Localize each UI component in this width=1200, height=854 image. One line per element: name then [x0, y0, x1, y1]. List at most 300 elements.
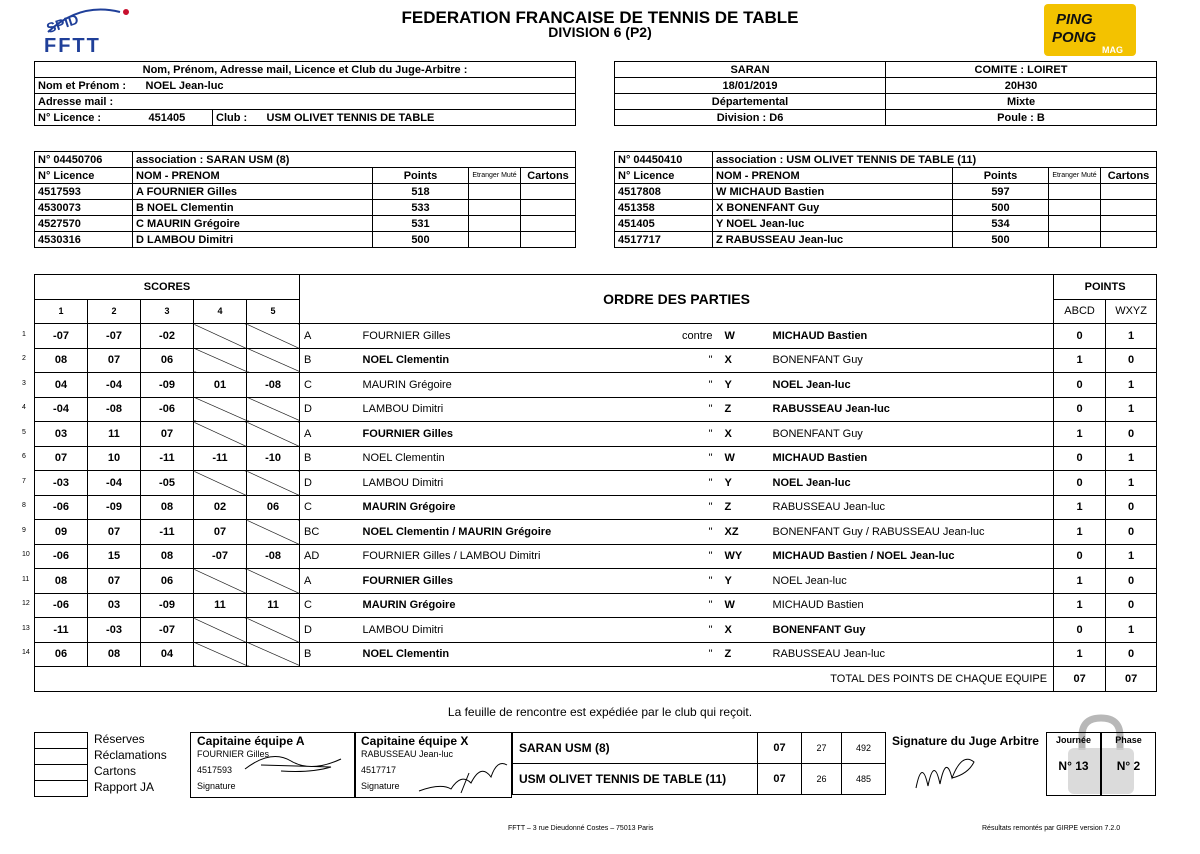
match-row	[35, 569, 1157, 594]
player-x-name: MICHAUD Bastien	[767, 593, 1054, 618]
set-score: 06	[247, 495, 300, 520]
set-score	[247, 569, 300, 594]
player-x-letter: Z	[717, 397, 767, 422]
points-wxyz: 1	[1106, 446, 1157, 471]
player-a-name: MAURIN Grégoire	[357, 373, 657, 398]
player-a-name: LAMBOU Dimitri	[357, 471, 657, 496]
captain-x-signature-label: Signature	[361, 781, 400, 791]
player-foreign	[1049, 232, 1101, 248]
set-score: -08	[247, 373, 300, 398]
player-x-letter: W	[717, 446, 767, 471]
player-cards	[1101, 200, 1157, 216]
judge-name: NOEL Jean-luc	[143, 78, 576, 94]
player-name: Y NOEL Jean-luc	[713, 216, 953, 232]
points-wxyz: 1	[1106, 373, 1157, 398]
player-a-letter: D	[300, 471, 357, 496]
player-licence: 451405	[615, 216, 713, 232]
points-wxyz: 0	[1106, 642, 1157, 667]
player-licence: 4530073	[35, 200, 133, 216]
checks-block	[34, 732, 184, 796]
player-foreign	[1049, 216, 1101, 232]
versus-mark: contre	[657, 324, 717, 349]
player-x-name: MICHAUD Bastien / NOEL Jean-luc	[767, 544, 1054, 569]
reserves-label: Réserves	[94, 732, 145, 746]
versus-mark: "	[657, 446, 717, 471]
captain-x-name: RABUSSEAU Jean-luc	[361, 749, 454, 759]
set-score	[194, 471, 247, 496]
col-wxyz: WXYZ	[1106, 299, 1157, 324]
player-points: 534	[953, 216, 1049, 232]
ping-pong-mag-logo	[1044, 4, 1136, 56]
captain-a-box	[190, 732, 356, 798]
team-x-col-points: Points	[953, 168, 1049, 184]
player-cards	[1101, 216, 1157, 232]
set-score: 07	[194, 520, 247, 545]
svg-text:SPID: SPID	[44, 10, 81, 37]
player-points: 597	[953, 184, 1049, 200]
player-licence: 451358	[615, 200, 713, 216]
player-points: 500	[953, 232, 1049, 248]
set-score	[194, 324, 247, 349]
claims-checkbox[interactable]	[34, 748, 88, 765]
set-number-5: 5	[247, 299, 300, 324]
match-row	[35, 373, 1157, 398]
player-row	[35, 200, 576, 216]
player-row	[35, 232, 576, 248]
match-number: 10	[22, 551, 30, 559]
judge-name-label: Nom et Prénom :	[35, 78, 143, 94]
set-score: 03	[88, 593, 141, 618]
set-score: 11	[247, 593, 300, 618]
result-a-sets: 27	[802, 733, 842, 764]
set-score	[247, 397, 300, 422]
cards-label: Cartons	[94, 764, 137, 778]
svg-text:PING: PING	[1056, 11, 1093, 28]
set-score: 11	[194, 593, 247, 618]
set-score: -09	[141, 593, 194, 618]
set-score	[194, 348, 247, 373]
points-abcd: 0	[1054, 446, 1106, 471]
player-licence: 4517808	[615, 184, 713, 200]
player-cards	[1101, 232, 1157, 248]
judge-club: USM OLIVET TENNIS DE TABLE	[253, 110, 576, 126]
set-score: -04	[35, 397, 88, 422]
player-a-letter: B	[300, 642, 357, 667]
player-row	[615, 200, 1157, 216]
set-score: 02	[194, 495, 247, 520]
captain-a-signature-icon	[241, 747, 351, 777]
player-a-letter: A	[300, 422, 357, 447]
player-points: 518	[373, 184, 469, 200]
player-a-letter: B	[300, 348, 357, 373]
fftt-address: FFTT – 3 rue Dieudonné Costes – 75013 Paris	[508, 825, 654, 832]
team-x-table	[614, 151, 1157, 248]
player-foreign	[469, 216, 521, 232]
player-a-name: NOEL Clementin	[357, 348, 657, 373]
match-number: 7	[22, 477, 26, 485]
versus-mark: "	[657, 544, 717, 569]
match-number: 3	[22, 379, 26, 387]
points-abcd: 1	[1054, 520, 1106, 545]
match-time: 20H30	[886, 78, 1157, 94]
match-number: 5	[22, 428, 26, 436]
player-a-name: NOEL Clementin	[357, 642, 657, 667]
set-score: -02	[141, 324, 194, 349]
software-note: Résultats remontés par GIRPE version 7.2.0	[982, 825, 1121, 832]
player-cards	[521, 200, 576, 216]
points-abcd: 0	[1054, 397, 1106, 422]
player-x-name: RABUSSEAU Jean-luc	[767, 642, 1054, 667]
match-number: 14	[22, 649, 30, 657]
set-score	[247, 348, 300, 373]
cards-checkbox[interactable]	[34, 764, 88, 781]
player-points: 531	[373, 216, 469, 232]
set-score: -04	[88, 471, 141, 496]
reserves-checkbox[interactable]	[34, 732, 88, 749]
svg-text:PONG: PONG	[1052, 29, 1097, 46]
set-score	[194, 642, 247, 667]
captain-x-box	[354, 732, 512, 798]
player-x-letter: W	[717, 593, 767, 618]
points-abcd: 1	[1054, 495, 1106, 520]
versus-mark: "	[657, 593, 717, 618]
col-abcd: ABCD	[1054, 299, 1106, 324]
points-wxyz: 1	[1106, 544, 1157, 569]
versus-mark: "	[657, 642, 717, 667]
match-row	[35, 618, 1157, 643]
set-score: -11	[141, 520, 194, 545]
captain-x-licence: 4517717	[361, 765, 397, 775]
set-score: -07	[141, 618, 194, 643]
player-x-letter: X	[717, 618, 767, 643]
result-team-a: SARAN USM (8)	[513, 733, 758, 764]
player-x-letter: XZ	[717, 520, 767, 545]
set-score	[247, 422, 300, 447]
player-x-letter: X	[717, 422, 767, 447]
set-score: -06	[35, 495, 88, 520]
set-score: 11	[88, 422, 141, 447]
team-a-col-points: Points	[373, 168, 469, 184]
points-abcd: 0	[1054, 324, 1106, 349]
sent-note: La feuille de rencontre est expédiée par le club qui reçoit.	[447, 705, 753, 719]
set-score: -06	[141, 397, 194, 422]
match-number: 4	[22, 404, 26, 412]
team-a-col-foreign: Etranger Muté	[469, 168, 521, 184]
match-number: 6	[22, 453, 26, 461]
result-a-balls: 492	[842, 733, 886, 764]
set-number-3: 3	[141, 299, 194, 324]
result-x-balls: 485	[842, 764, 886, 795]
player-x-letter: Y	[717, 471, 767, 496]
report-label: Rapport JA	[94, 780, 155, 794]
versus-mark: "	[657, 569, 717, 594]
set-score: -03	[35, 471, 88, 496]
player-a-letter: BC	[300, 520, 357, 545]
set-score: 15	[88, 544, 141, 569]
set-score: -08	[88, 397, 141, 422]
phase-value: N° 2	[1116, 759, 1141, 773]
versus-mark: "	[657, 495, 717, 520]
player-name: Z RABUSSEAU Jean-luc	[713, 232, 953, 248]
points-abcd: 1	[1054, 422, 1106, 447]
points-abcd: 1	[1054, 642, 1106, 667]
set-score: 06	[35, 642, 88, 667]
player-a-name: NOEL Clementin	[357, 446, 657, 471]
team-x-col-licence: N° Licence	[615, 168, 713, 184]
captain-a-name: FOURNIER Gilles	[197, 749, 270, 759]
set-number-1: 1	[35, 299, 88, 324]
match-number: 13	[22, 624, 30, 632]
player-a-name: FOURNIER Gilles	[357, 422, 657, 447]
player-a-name: MAURIN Grégoire	[357, 593, 657, 618]
check-row-report	[34, 780, 184, 796]
captain-a-title: Capitaine équipe A	[197, 734, 305, 748]
match-row	[35, 495, 1157, 520]
player-name: D LAMBOU Dimitri	[133, 232, 373, 248]
player-name: W MICHAUD Bastien	[713, 184, 953, 200]
captain-a-licence: 4517593	[197, 765, 233, 775]
set-score: 09	[35, 520, 88, 545]
set-score: 08	[141, 495, 194, 520]
player-foreign	[1049, 184, 1101, 200]
points-wxyz: 0	[1106, 520, 1157, 545]
team-x-col-name: NOM - PRENOM	[713, 168, 953, 184]
player-points: 500	[953, 200, 1049, 216]
player-x-letter: X	[717, 348, 767, 373]
set-score: 07	[141, 422, 194, 447]
set-score: -11	[141, 446, 194, 471]
set-score	[247, 618, 300, 643]
match-level: Départemental	[615, 94, 886, 110]
set-score: -07	[194, 544, 247, 569]
points-wxyz: 0	[1106, 569, 1157, 594]
set-score: -07	[35, 324, 88, 349]
document-title: FEDERATION FRANCAISE DE TENNIS DE TABLE	[401, 8, 799, 27]
player-x-letter: Z	[717, 642, 767, 667]
points-wxyz: 0	[1106, 593, 1157, 618]
match-row	[35, 348, 1157, 373]
player-cards	[1101, 184, 1157, 200]
match-date: 18/01/2019	[615, 78, 886, 94]
points-abcd: 0	[1054, 618, 1106, 643]
set-score: -07	[88, 324, 141, 349]
player-x-letter: Y	[717, 373, 767, 398]
match-number: 9	[22, 526, 26, 534]
division-title: DIVISION 6 (P2)	[548, 24, 652, 40]
total-x: 07	[1106, 667, 1157, 692]
team-a-number: N° 04450706	[35, 152, 133, 168]
match-committee: COMITE : LOIRET	[886, 62, 1157, 78]
svg-text:MAG: MAG	[1102, 45, 1123, 55]
match-division: Division : D6	[615, 110, 886, 126]
versus-mark: "	[657, 348, 717, 373]
match-pool: Poule : B	[886, 110, 1157, 126]
day-label: Journée	[1055, 735, 1091, 745]
player-name: B NOEL Clementin	[133, 200, 373, 216]
judge-licence-label: N° Licence :	[35, 110, 143, 126]
match-number: 2	[22, 355, 26, 363]
team-x-number: N° 04450410	[615, 152, 713, 168]
player-cards	[521, 184, 576, 200]
team-a-col-name: NOM - PRENOM	[133, 168, 373, 184]
judge-signature-label: Signature du Juge Arbitre	[892, 734, 1039, 748]
player-a-name: LAMBOU Dimitri	[357, 618, 657, 643]
total-a: 07	[1054, 667, 1106, 692]
match-row	[35, 397, 1157, 422]
player-foreign	[1049, 200, 1101, 216]
set-score	[194, 618, 247, 643]
player-name: A FOURNIER Gilles	[133, 184, 373, 200]
player-foreign	[469, 232, 521, 248]
player-cards	[521, 216, 576, 232]
set-score	[194, 422, 247, 447]
player-x-name: BONENFANT Guy	[767, 348, 1054, 373]
result-team-x: USM OLIVET TENNIS DE TABLE (11)	[513, 764, 758, 795]
set-score: -09	[88, 495, 141, 520]
points-wxyz: 0	[1106, 495, 1157, 520]
set-score: -09	[141, 373, 194, 398]
versus-mark: "	[657, 373, 717, 398]
set-score	[247, 471, 300, 496]
player-licence: 4530316	[35, 232, 133, 248]
scores-table	[34, 274, 1157, 692]
player-x-letter: W	[717, 324, 767, 349]
versus-mark: "	[657, 397, 717, 422]
ping-pong-logo-icon	[1044, 4, 1136, 56]
set-score	[194, 569, 247, 594]
match-number: 1	[22, 330, 26, 338]
total-label: TOTAL DES POINTS DE CHAQUE EQUIPE	[35, 667, 1054, 692]
team-a-table	[34, 151, 576, 248]
set-score: -03	[88, 618, 141, 643]
player-points: 533	[373, 200, 469, 216]
player-x-letter: Z	[717, 495, 767, 520]
report-checkbox[interactable]	[34, 780, 88, 797]
versus-mark: "	[657, 520, 717, 545]
player-x-name: MICHAUD Bastien	[767, 324, 1054, 349]
points-wxyz: 1	[1106, 471, 1157, 496]
player-x-name: BONENFANT Guy / RABUSSEAU Jean-luc	[767, 520, 1054, 545]
points-wxyz: 1	[1106, 397, 1157, 422]
match-row	[35, 593, 1157, 618]
match-info-table	[614, 61, 1157, 126]
set-score: -08	[247, 544, 300, 569]
set-score: -11	[194, 446, 247, 471]
set-score: 04	[141, 642, 194, 667]
team-x-association: association : USM OLIVET TENNIS DE TABLE (11)	[713, 152, 1157, 168]
set-score: 08	[88, 642, 141, 667]
day-cell	[1046, 732, 1101, 796]
points-abcd: 0	[1054, 471, 1106, 496]
player-a-letter: B	[300, 446, 357, 471]
points-wxyz: 0	[1106, 348, 1157, 373]
player-licence: 4517717	[615, 232, 713, 248]
player-x-name: BONENFANT Guy	[767, 618, 1054, 643]
captain-a-signature-label: Signature	[197, 781, 236, 791]
match-number: 12	[22, 600, 30, 608]
player-name: C MAURIN Grégoire	[133, 216, 373, 232]
points-wxyz: 1	[1106, 324, 1157, 349]
set-number-4: 4	[194, 299, 247, 324]
set-score: -05	[141, 471, 194, 496]
points-wxyz: 1	[1106, 618, 1157, 643]
judge-heading: Nom, Prénom, Adresse mail, Licence et Club du Juge-Arbitre :	[35, 62, 576, 78]
player-row	[615, 232, 1157, 248]
team-x-col-cards: Cartons	[1101, 168, 1157, 184]
player-a-letter: C	[300, 495, 357, 520]
match-row	[35, 422, 1157, 447]
judge-club-label: Club :	[213, 110, 253, 126]
player-a-name: FOURNIER Gilles	[357, 324, 657, 349]
player-x-name: NOEL Jean-luc	[767, 569, 1054, 594]
player-row	[615, 216, 1157, 232]
team-a-association: association : SARAN USM (8)	[133, 152, 576, 168]
match-row	[35, 642, 1157, 667]
player-row	[35, 184, 576, 200]
player-x-name: BONENFANT Guy	[767, 422, 1054, 447]
captain-x-signature-icon	[411, 753, 511, 797]
match-number: 8	[22, 502, 26, 510]
claims-label: Réclamations	[94, 748, 167, 762]
match-location: SARAN	[615, 62, 886, 78]
match-category: Mixte	[886, 94, 1157, 110]
day-value: N° 13	[1058, 759, 1089, 773]
player-a-letter: C	[300, 373, 357, 398]
set-score: 06	[141, 569, 194, 594]
versus-mark: "	[657, 618, 717, 643]
check-row-cards	[34, 764, 184, 780]
svg-text:FFTT: FFTT	[44, 35, 101, 56]
points-abcd: 1	[1054, 593, 1106, 618]
set-score: 01	[194, 373, 247, 398]
player-a-letter: A	[300, 324, 357, 349]
versus-mark: "	[657, 422, 717, 447]
points-wxyz: 0	[1106, 422, 1157, 447]
check-row-claims	[34, 748, 184, 764]
player-x-letter: WY	[717, 544, 767, 569]
points-header: POINTS	[1054, 275, 1157, 300]
set-score: 07	[35, 446, 88, 471]
phase-label: Phase	[1115, 735, 1142, 745]
player-a-letter: A	[300, 569, 357, 594]
set-score	[247, 642, 300, 667]
match-row	[35, 544, 1157, 569]
set-score: 08	[35, 569, 88, 594]
match-row	[35, 471, 1157, 496]
results-table	[512, 732, 886, 795]
result-x-points: 07	[758, 764, 802, 795]
set-score: -10	[247, 446, 300, 471]
match-row	[35, 324, 1157, 349]
set-score: 08	[141, 544, 194, 569]
player-row	[615, 184, 1157, 200]
match-row	[35, 520, 1157, 545]
player-x-name: RABUSSEAU Jean-luc	[767, 495, 1054, 520]
result-a-points: 07	[758, 733, 802, 764]
player-a-letter: D	[300, 618, 357, 643]
team-a-col-licence: N° Licence	[35, 168, 133, 184]
scores-header: SCORES	[35, 275, 300, 300]
player-a-letter: C	[300, 593, 357, 618]
match-row	[35, 446, 1157, 471]
player-a-letter: AD	[300, 544, 357, 569]
player-row	[35, 216, 576, 232]
versus-mark: "	[657, 471, 717, 496]
team-x-col-foreign: Etranger Muté	[1049, 168, 1101, 184]
set-score: -11	[35, 618, 88, 643]
set-score: 08	[35, 348, 88, 373]
set-score: -06	[35, 544, 88, 569]
